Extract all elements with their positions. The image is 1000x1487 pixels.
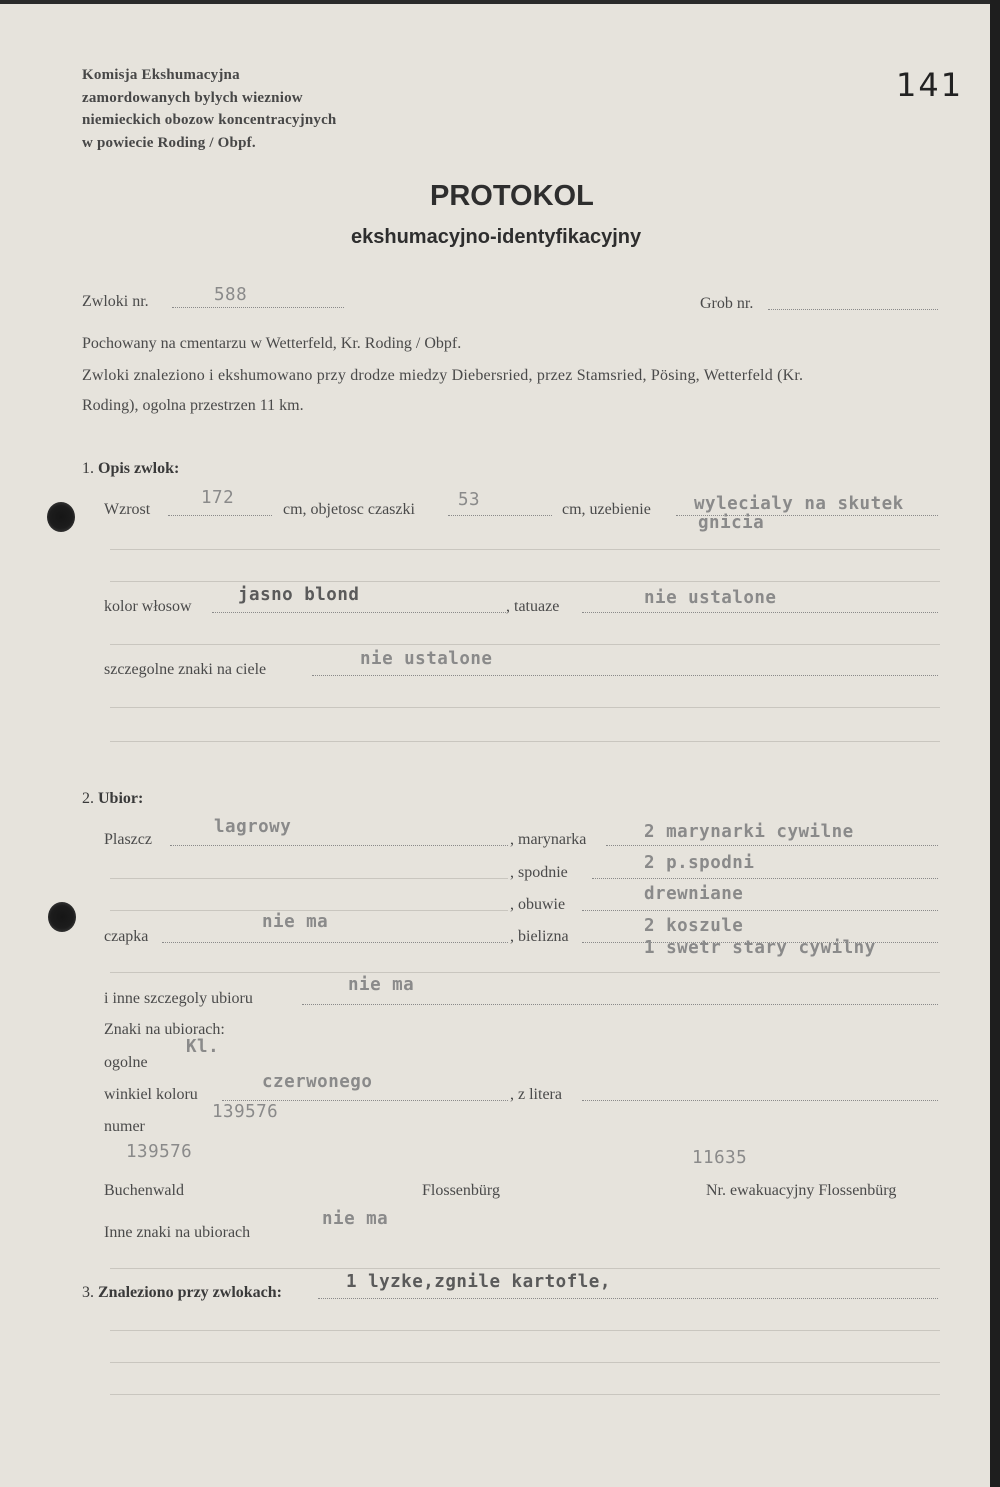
header-line-1: Komisja Ekshumacyjna [82,67,240,83]
winkiel-line [222,1100,508,1101]
section-3-value: 1 lyzke,zgnile kartofle, [346,1272,611,1292]
found-line-2: Roding), ogolna przestrzen 11 km. [82,397,304,414]
ewak-value: 11635 [692,1148,748,1168]
tatuaze-line [582,612,938,613]
zwloki-label: Zwloki nr. [82,293,149,310]
ogolne-value: Kl. [186,1037,220,1057]
document-title: PROTOKOL [430,180,594,212]
rule [110,581,940,582]
obuwie-label: , obuwie [510,896,566,913]
zwloki-line [172,307,344,308]
czapka-value: nie ma [262,912,329,932]
winkiel-value: czerwonego [262,1072,373,1092]
ogolne-label: ogolne [104,1054,148,1071]
obuwie-line [582,910,938,911]
uzebienie-value-1: wylecialy na skutek [694,494,904,514]
czaszka-value: 53 [458,490,481,510]
rule [110,910,508,911]
punch-hole-bottom [48,902,76,932]
marynarka-value: 2 marynarki cywilne [644,822,854,842]
winkiel-label: winkiel koloru [104,1086,198,1103]
header-block [82,64,336,154]
section-1-number: 1. [82,460,94,477]
litera-label: , z litera [510,1086,562,1103]
zwloki-value: 588 [214,285,248,305]
grob-label: Grob nr. [700,295,754,312]
spodnie-label: , spodnie [510,864,568,881]
wzrost-line [168,515,272,516]
rule [110,1394,940,1395]
page-number: 141 [896,66,964,104]
rule [110,1330,940,1331]
section-2-title: Ubior: [98,790,144,807]
czaszka-line [448,515,552,516]
tatuaze-label: , tatuaze [506,598,560,615]
obuwie-value: drewniane [644,884,744,904]
buchenwald-value: 139576 [126,1142,193,1162]
uzebienie-value-2: gnicia [698,513,765,533]
document-subtitle: ekshumacyjno-identyfikacyjny [351,226,642,248]
punch-hole-top [47,502,75,532]
numer-value: 139576 [212,1102,279,1122]
bielizna-label: , bielizna [510,928,569,945]
header-line-4: w powiecie Roding / Obpf. [82,134,256,151]
header-line-2: zamordowanych bylych wiezniow [82,89,303,106]
rule [110,972,940,973]
section-3-number: 3. [82,1284,94,1301]
kolor-line [212,612,506,613]
czapka-label: czapka [104,928,149,945]
rule [110,644,940,645]
marynarka-line [606,845,938,846]
tatuaze-value: nie ustalone [644,588,777,608]
section-2-number: 2. [82,790,94,807]
buchenwald-label: Buchenwald [104,1182,184,1199]
cemetery-line: Pochowany na cmentarzu w Wetterfeld, Kr. Roding / Obpf. [82,335,462,352]
section-2-heading [82,790,143,808]
wzrost-label: Wzrost [104,501,151,518]
inne-znaki-label: Inne znaki na ubiorach [104,1224,251,1241]
inne-label: i inne szczegoly ubioru [104,990,253,1007]
rule [110,1268,940,1269]
bielizna-value-1: 2 koszule [644,916,744,936]
objetosc-label: cm, objetosc czaszki [283,501,415,518]
rule [110,1362,940,1363]
rule [110,741,940,742]
plaszcz-value: lagrowy [214,817,292,837]
znaki-line [312,675,938,676]
numer-label: numer [104,1118,145,1135]
section-1-heading [82,460,179,478]
header-line-3: niemieckich obozow koncentracyjnych [82,112,337,128]
rule [110,878,508,879]
kolor-label: kolor włosow [104,598,192,615]
plaszcz-line [170,845,508,846]
protocol-page [0,4,990,1487]
scan-edge [990,0,1000,1487]
litera-line [582,1100,938,1101]
spodnie-line [592,878,938,879]
znaki-label: szczegolne znaki na ciele [104,661,267,678]
section-3-heading [82,1284,282,1302]
znaki-value: nie ustalone [360,649,493,669]
spodnie-value: 2 p.spodni [644,853,755,873]
rule [110,707,940,708]
inne-value: nie ma [348,975,415,995]
flossenburg-label: Flossenbürg [422,1182,500,1199]
znaki-ubiorach-label: Znaki na ubiorach: [104,1021,225,1038]
marynarka-label: , marynarka [510,831,587,848]
wzrost-value: 172 [201,488,235,508]
czapka-line [162,942,508,943]
kolor-value: jasno blond [238,585,360,605]
grob-line [768,309,938,310]
plaszcz-label: Plaszcz [104,831,152,848]
section-1-title: Opis zwlok: [98,460,180,477]
section-3-title: Znaleziono przy zwlokach: [98,1284,282,1301]
section-3-line [318,1298,938,1299]
bielizna-value-2: 1 swetr stary cywilny [644,938,876,958]
ewak-label: Nr. ewakuacyjny Flossenbürg [706,1182,897,1199]
rule [110,549,940,550]
uzebienie-label: cm, uzebienie [562,501,651,518]
inne-znaki-value: nie ma [322,1209,389,1229]
inne-line [302,1004,938,1005]
found-line-1: Zwloki znaleziono i ekshumowano przy drodze miedzy Diebersried, przez Stamsried, Pösing, Wetterfeld (Kr. [82,367,804,384]
